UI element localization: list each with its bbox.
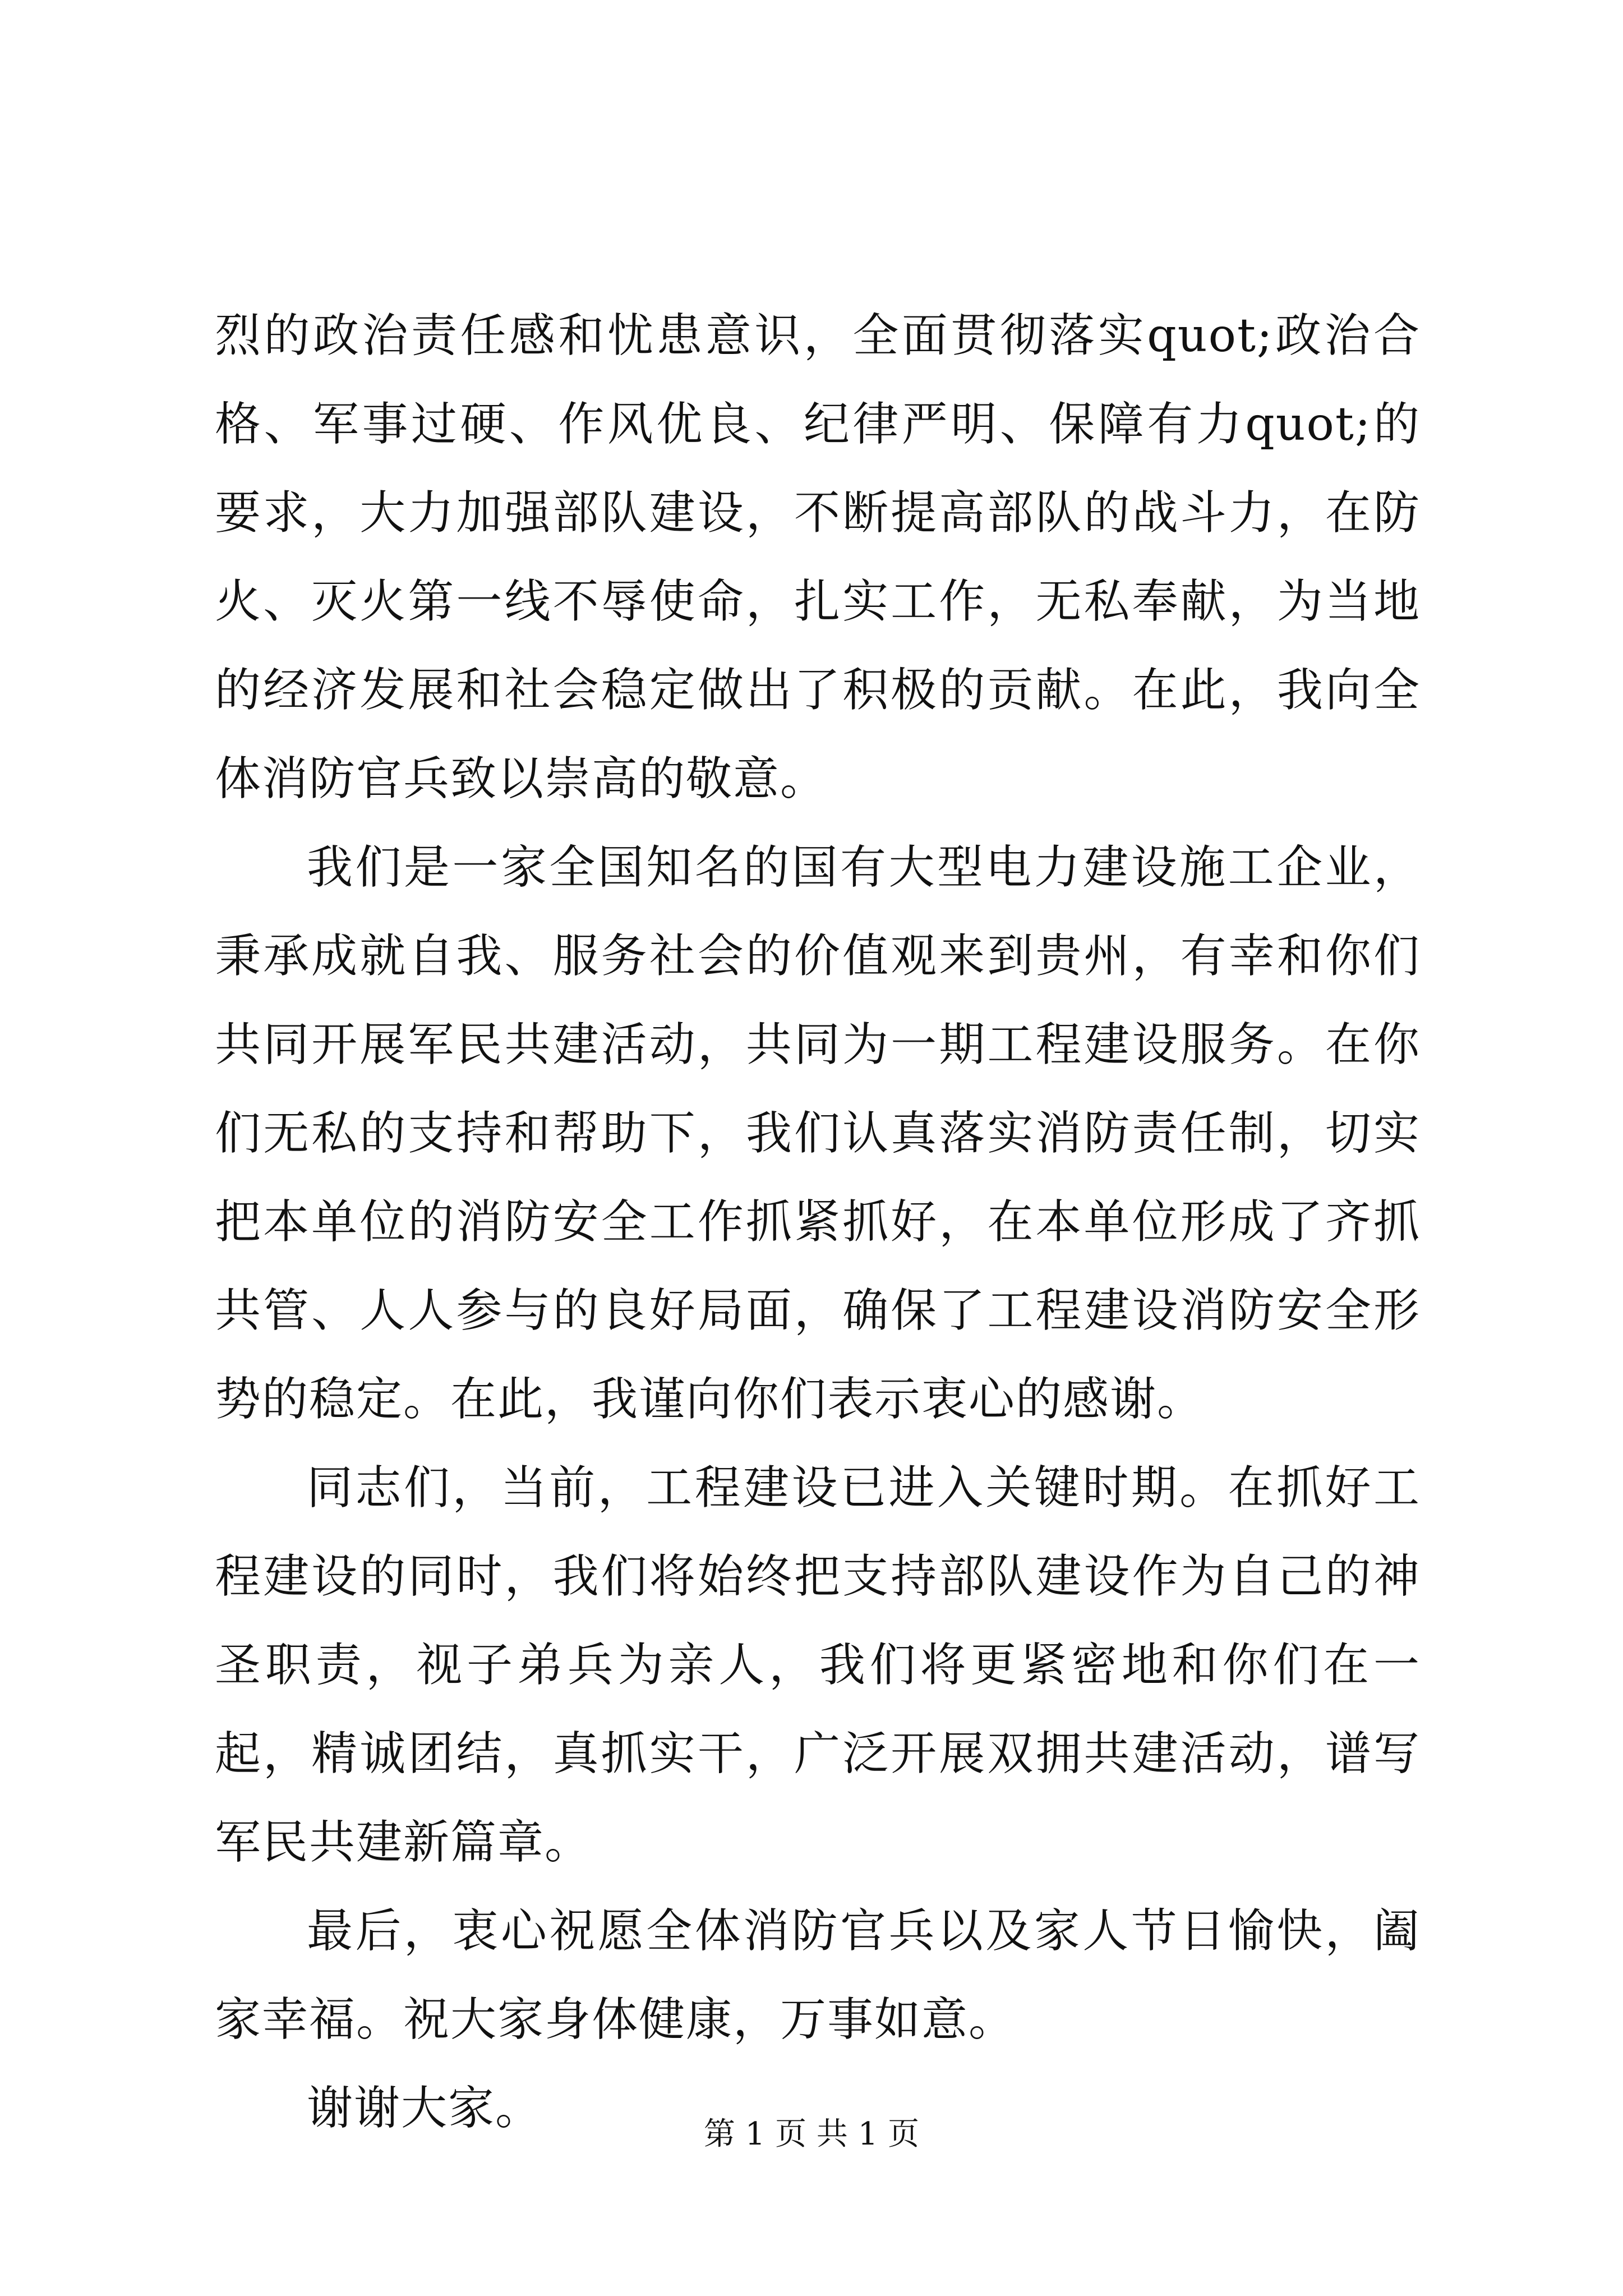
page-number-label: 第 1 页 共 1 页 bbox=[703, 2116, 920, 2152]
paragraph-4: 最后，衷心祝愿全体消防官兵以及家人节日愉快，阖家幸福。祝大家身体健康，万事如意。 bbox=[215, 1904, 1421, 2046]
paragraph-1: 烈的政治责任感和忧患意识，全面贯彻落实quot;政治合格、军事过硬、作风优良、纪律严明、保障有力quot;的要求，大力加强部队建设，不断提高部队的战斗力，在防火、灭火第一线不辱使命，扎实工作，无私奉献，为当地的经济发展和社会稳定做出了积极的贡献。在此，我向全体消防官兵致以崇高的敬意。 bbox=[215, 309, 1421, 806]
document-body bbox=[215, 292, 1421, 2153]
page-footer bbox=[0, 2115, 1623, 2154]
paragraph-5: 谢谢大家。 bbox=[307, 2082, 543, 2135]
paragraph-3: 同志们，当前，工程建设已进入关键时期。在抓好工程建设的同时，我们将始终把支持部队建设作为自己的神圣职责，视子弟兵为亲人，我们将更紧密地和你们在一起，精诚团结，真抓实干，广泛开展双拥共建活动，谱写军民共建新篇章。 bbox=[215, 1461, 1421, 1869]
paragraph-2: 我们是一家全国知名的国有大型电力建设施工企业，秉承成就自我、服务社会的价值观来到贵州，有幸和你们共同开展军民共建活动，共同为一期工程建设服务。在你们无私的支持和帮助下，我们认真落实消防责任制，切实把本单位的消防安全工作抓紧抓好，在本单位形成了齐抓共管、人人参与的良好局面，确保了工程建设消防安全形势的稳定。在此，我谨向你们表示衷心的感谢。 bbox=[215, 841, 1421, 1426]
